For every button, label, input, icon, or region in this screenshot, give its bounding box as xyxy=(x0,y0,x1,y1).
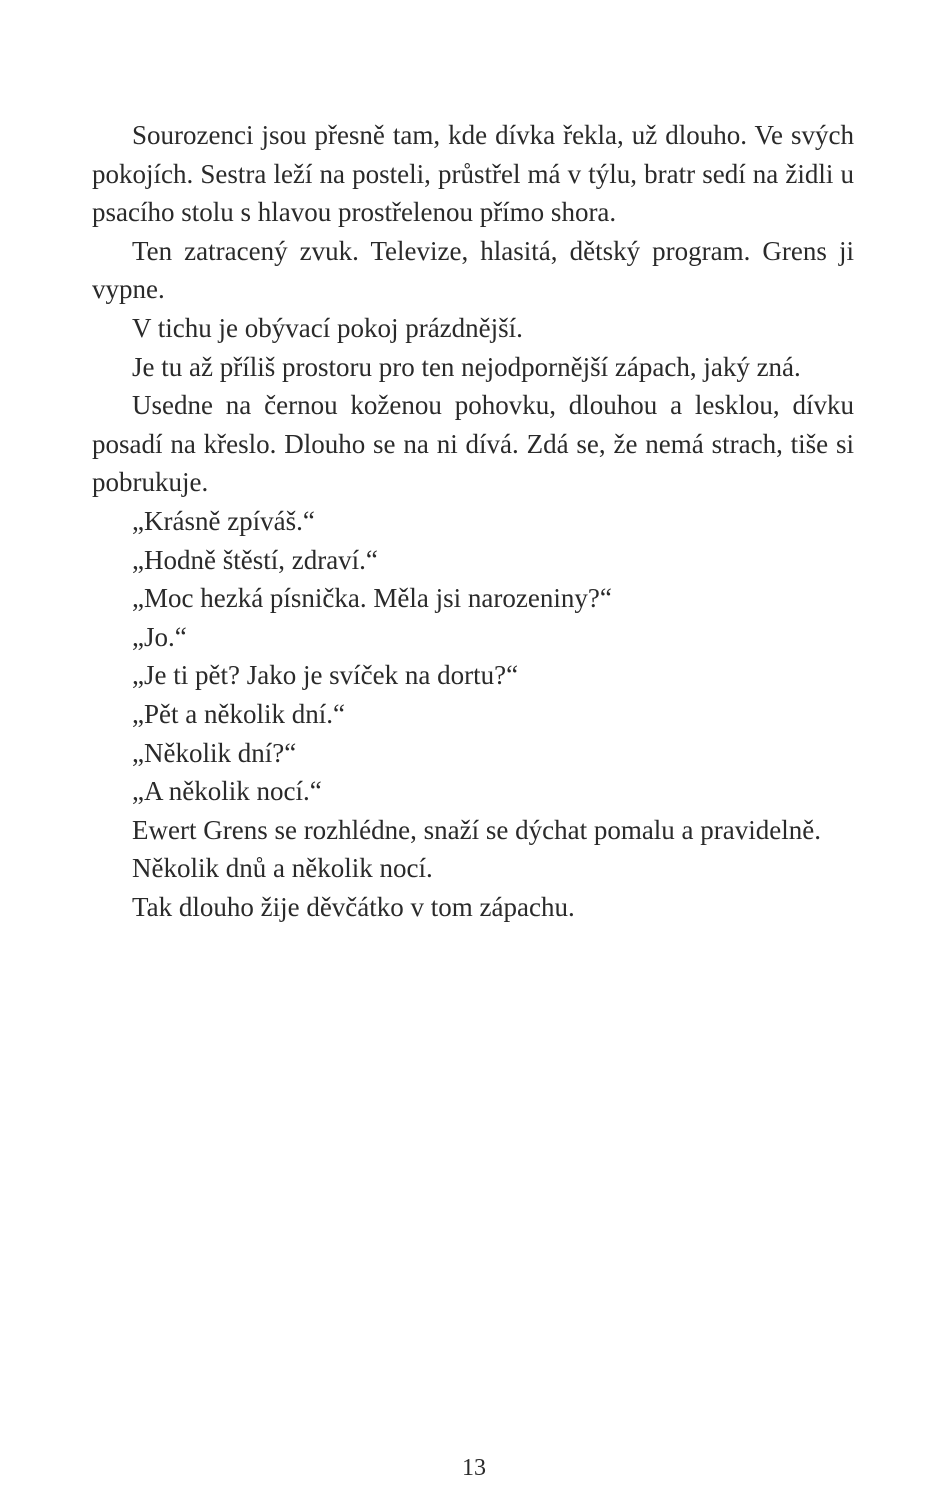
dialogue-line: „Několik dní?“ xyxy=(132,737,297,768)
dialogue-line: „A několik nocí.“ xyxy=(132,776,322,807)
paragraph: Tak dlouho žije děvčátko v tom zápachu. xyxy=(132,891,575,922)
dialogue-line: „Je ti pět? Jako je svíček na dortu?“ xyxy=(132,660,519,691)
dialogue-line: „Hodně štěstí, zdraví.“ xyxy=(132,544,378,575)
dialogue-line: „Pět a několik dní.“ xyxy=(132,698,345,729)
paragraph: Sourozenci jsou přesně tam, kde dívka řekla, už dlouho. Ve svých pokojích. Sestra leží na posteli, průstřel má v týlu, bratr sedí na židli u psacího stolu s hlavou prostřelenou přímo shora. xyxy=(92,120,854,228)
dialogue-line: „Moc hezká písnička. Měla jsi narozeniny?“ xyxy=(132,583,612,614)
dialogue-line: „Jo.“ xyxy=(132,621,187,652)
paragraph: V tichu je obývací pokoj prázdnější. xyxy=(132,312,523,343)
dialogue-line: „Krásně zpíváš.“ xyxy=(132,505,315,536)
page-number: 13 xyxy=(462,1455,486,1481)
paragraph: Ewert Grens se rozhlédne, snaží se dýchat pomalu a pravidelně. xyxy=(132,814,821,845)
paragraph: Ten zatracený zvuk. Televize, hlasitá, dětský program. Grens ji vypne. xyxy=(92,235,854,305)
body-text xyxy=(92,116,854,926)
paragraph: Usedne na černou koženou pohovku, dlouhou a lesklou, dívku posadí na křeslo. Dlouho se na ni dívá. Zdá se, že nemá strach, tiše si pobrukuje. xyxy=(92,390,854,498)
paragraph: Několik dnů a několik nocí. xyxy=(132,853,433,884)
paragraph: Je tu až příliš prostoru pro ten nejodpornější zápach, jaký zná. xyxy=(132,351,801,382)
